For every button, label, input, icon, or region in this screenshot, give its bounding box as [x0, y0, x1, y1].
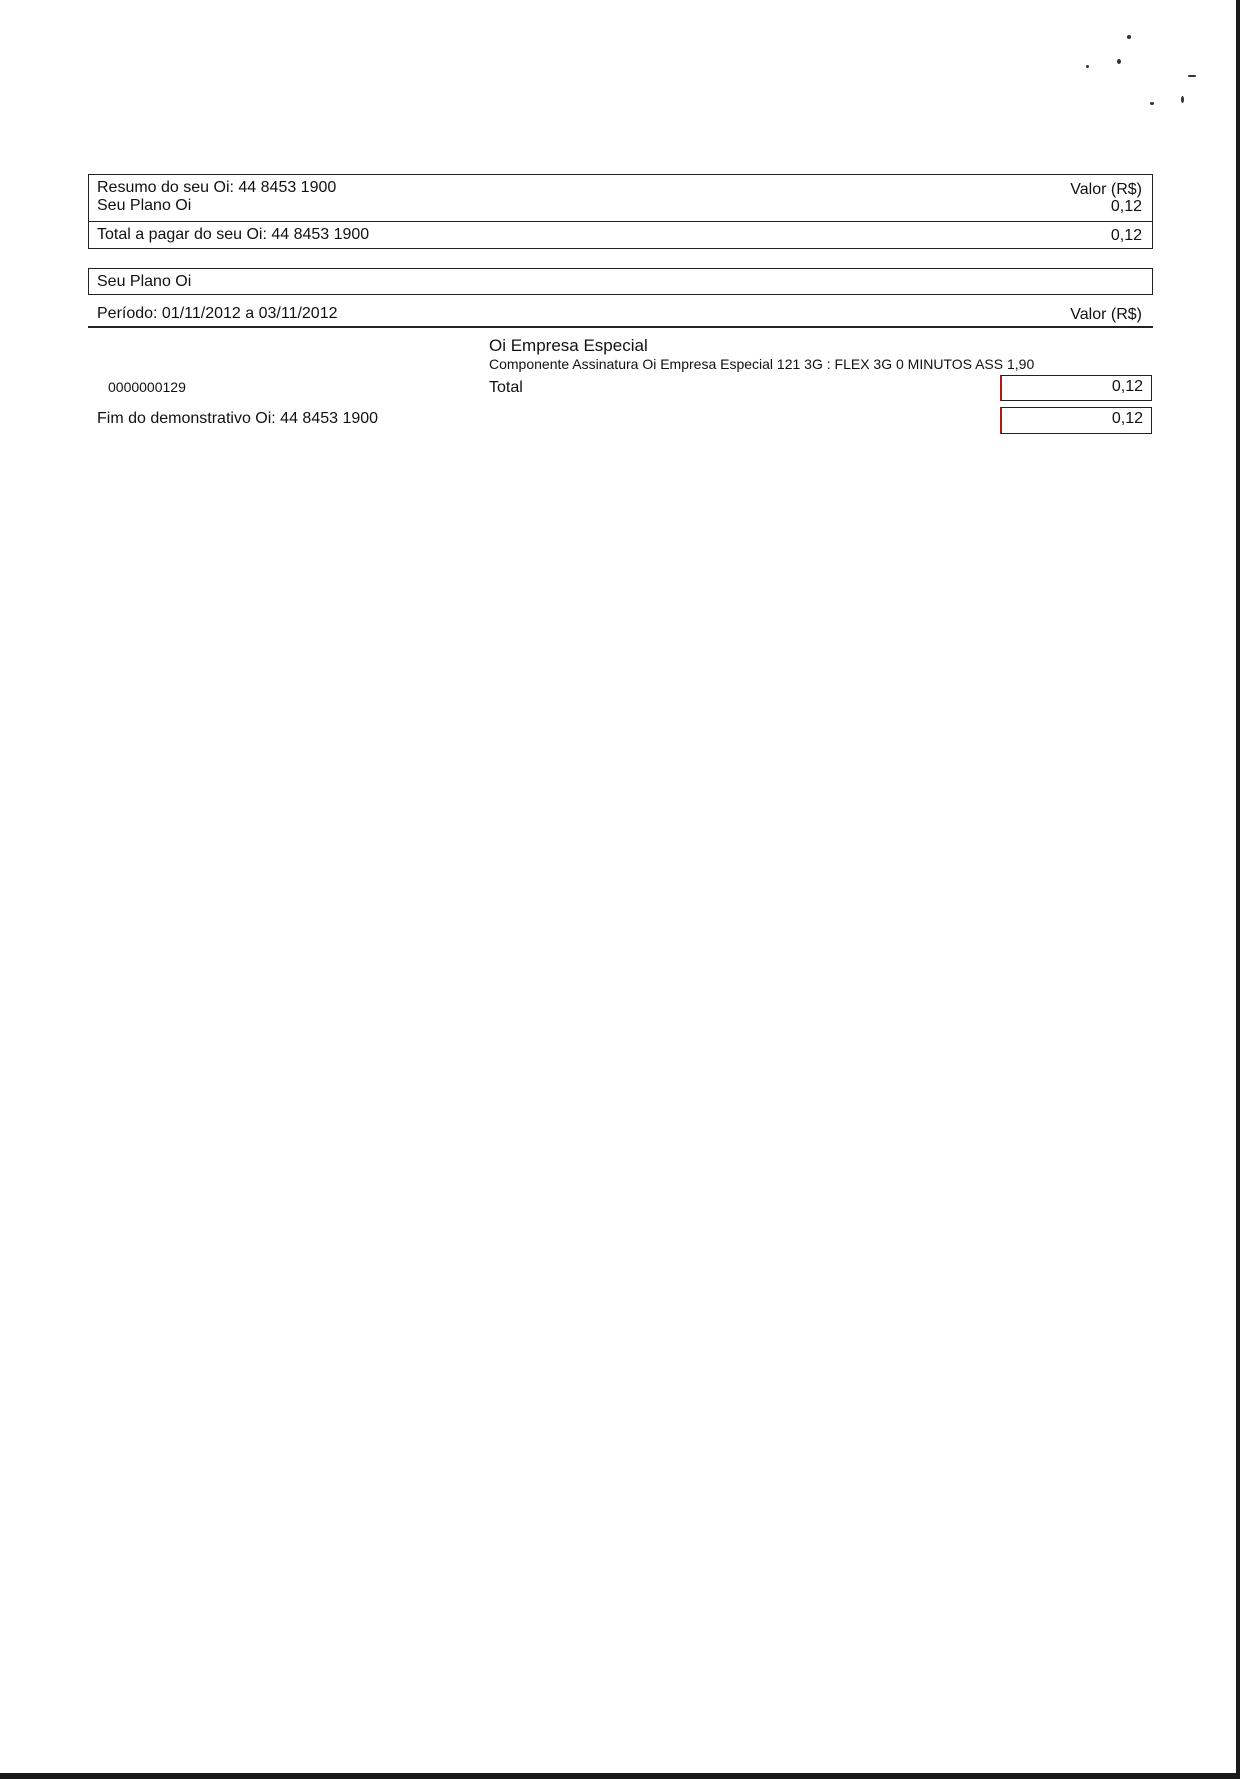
period-label: Período: 01/11/2012 a 03/11/2012 — [97, 305, 338, 322]
plan-section-header — [88, 268, 1153, 295]
summary-value-header: Valor (R$) — [1070, 181, 1142, 198]
end-of-statement-value: 0,12 — [1000, 407, 1152, 434]
summary-divider — [89, 221, 1152, 222]
summary-plan-label: Seu Plano Oi — [97, 197, 192, 214]
product-name: Oi Empresa Especial — [489, 336, 648, 355]
scan-edge — [1236, 0, 1240, 1779]
plan-value-header: Valor (R$) — [1070, 306, 1142, 323]
plan-total-value: 0,12 — [1000, 375, 1152, 401]
plan-total-label: Total — [489, 379, 523, 396]
summary-total-label: Total a pagar do seu Oi: 44 8453 1900 — [97, 226, 370, 243]
plan-section-title: Seu Plano Oi — [97, 273, 192, 290]
summary-title: Resumo do seu Oi: 44 8453 1900 — [97, 179, 337, 196]
period-rule — [88, 326, 1153, 328]
item-code: 0000000129 — [108, 379, 186, 395]
summary-plan-value: 0,12 — [1110, 198, 1142, 215]
summary-total-value: 0,12 — [1110, 227, 1142, 244]
end-of-statement-label: Fim do demonstrativo Oi: 44 8453 1900 — [97, 410, 379, 427]
product-detail: Componente Assinatura Oi Empresa Especial 121 3G : FLEX 3G 0 MINUTOS ASS 1,90 — [489, 356, 1035, 372]
